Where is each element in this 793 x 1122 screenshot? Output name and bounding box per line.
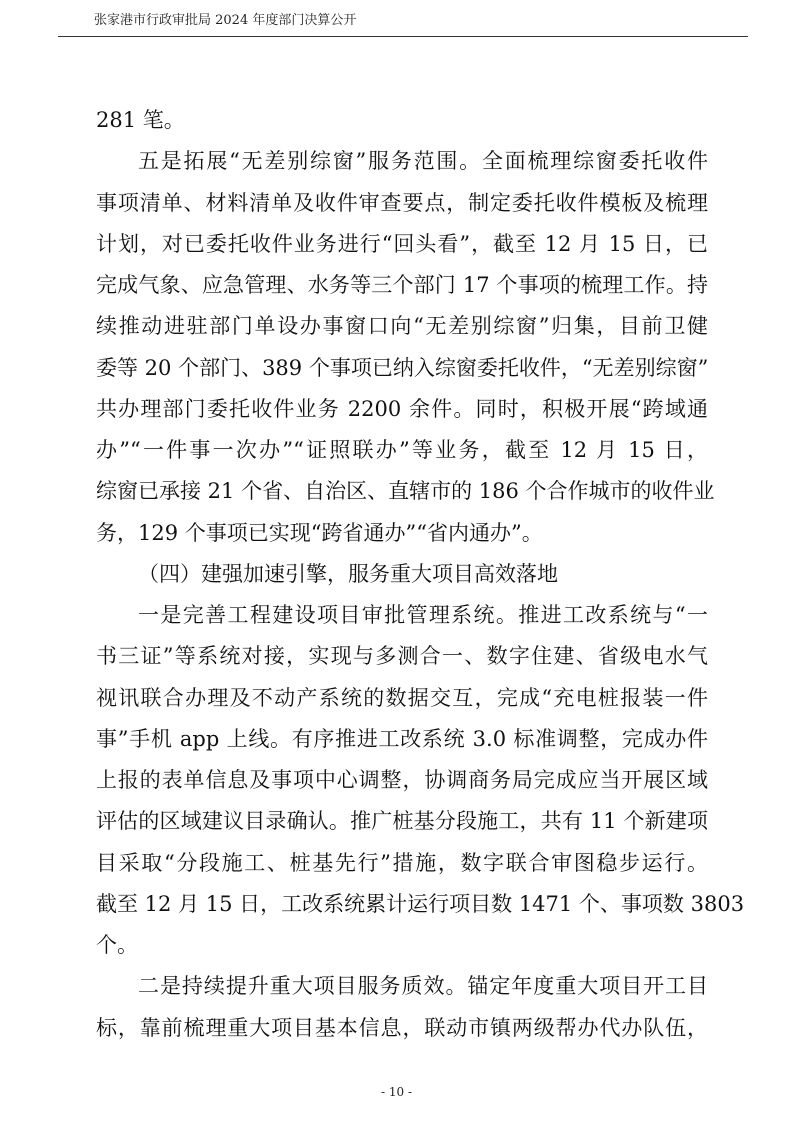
text-line: 书三证”等系统对接，实现与多测合一、数字住建、省级电水气 (96, 644, 708, 669)
text-line: 上报的表单信息及事项中心调整，协调商务局完成应当开展区域 (96, 768, 708, 792)
page-header: 张家港市行政审批局 2024 年度部门决算公开 (94, 13, 357, 28)
text-line: 五是拓展“无差别综窗”服务范围。全面梳理综窗委托收件 (138, 149, 708, 174)
document-body (96, 100, 745, 1049)
text-line: 事项清单、材料清单及收件审查要点，制定委托收件模板及梳理 (96, 190, 708, 215)
text-line: 完成气象、应急管理、水务等三个部门 17 个事项的梳理工作。持 (96, 273, 708, 297)
header-divider (58, 36, 748, 37)
text-line: 281 笔。 (96, 108, 185, 132)
text-line: 截至 12 月 15 日，工改系统累计运行项目数 1471 个、事项数 3803 (96, 891, 745, 916)
text-line: 办”“一件事一次办”“证照联办”等业务，截至 12 月 15 日， (96, 438, 708, 462)
text-line: 二是持续提升重大项目服务质效。锚定年度重大项目开工目 (138, 974, 708, 999)
page-number: - 10 - (380, 1085, 412, 1099)
text-line: 事”手机 app 上线。有序推进工改系统 3.0 标准调整，完成办件 (96, 726, 708, 751)
section-heading: （四）建强加速引擎，服务重大项目高效落地 (138, 561, 558, 586)
text-line: 个。 (96, 933, 138, 957)
text-line: 综窗已承接 21 个省、自治区、直辖市的 186 个合作城市的收件业 (96, 479, 715, 504)
text-line: 计划，对已委托收件业务进行“回头看”，截至 12 月 15 日，已 (96, 231, 708, 256)
text-line: 务，129 个事项已实现“跨省通办”“省内通办”。 (96, 520, 543, 545)
text-line: 视讯联合办理及不动产系统的数据交互，完成“充电桩报装一件 (96, 685, 708, 710)
text-line: 续推动进驻部门单设办事窗口向“无差别综窗”归集，目前卫健 (96, 314, 708, 339)
text-line: 评估的区域建议目录确认。推广桩基分段施工，共有 11 个新建项 (96, 809, 708, 834)
text-line: 目采取“分段施工、桩基先行”措施，数字联合审图稳步运行。 (96, 850, 708, 875)
text-line: 共办理部门委托收件业务 2200 余件。同时，积极开展“跨域通 (96, 396, 708, 421)
text-line: 标，靠前梳理重大项目基本信息，联动市镇两级帮办代办队伍， (96, 1015, 708, 1040)
text-line: 委等 20 个部门、389 个事项已纳入综窗委托收件，“无差别综窗” (96, 355, 709, 380)
text-line: 一是完善工程建设项目审批管理系统。推进工改系统与“一 (138, 603, 708, 627)
